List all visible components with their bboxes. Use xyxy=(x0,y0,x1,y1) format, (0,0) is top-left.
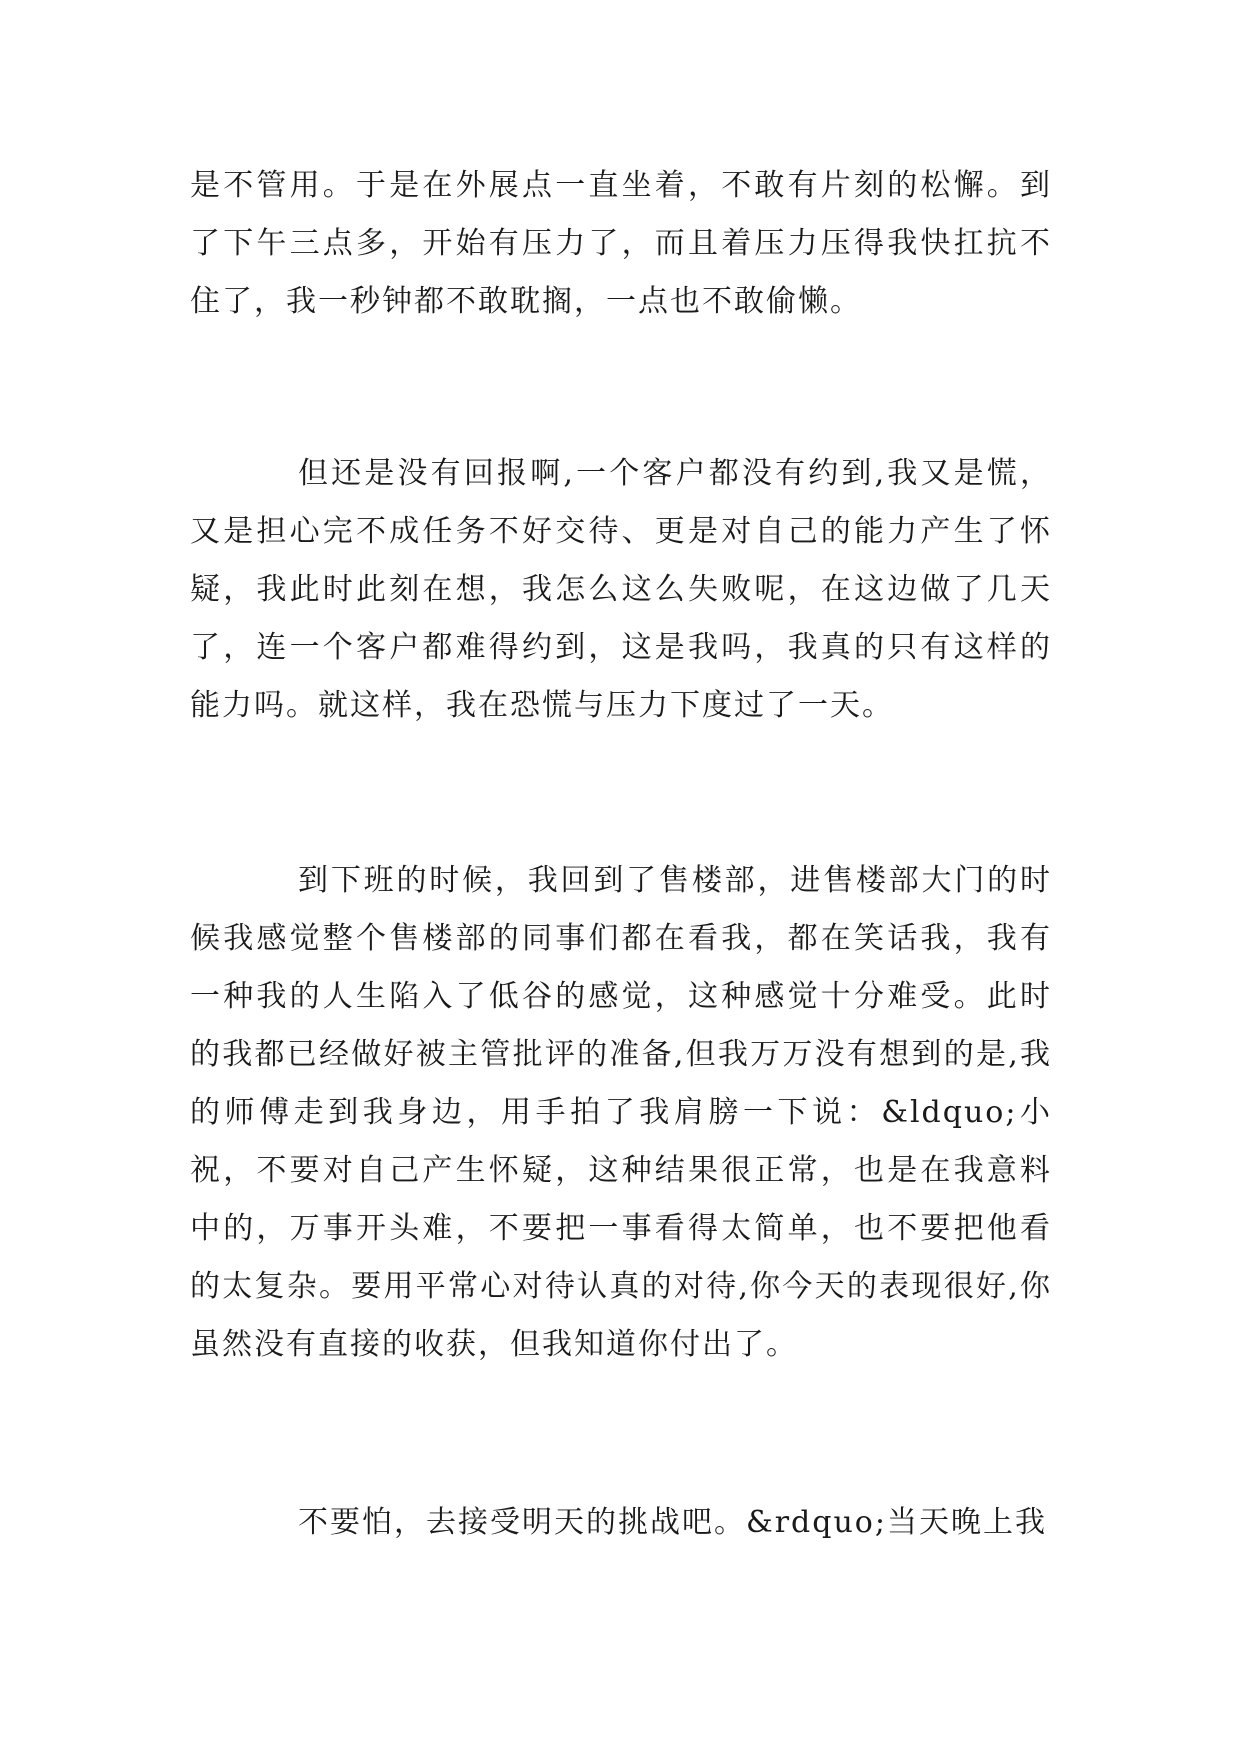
paragraph-3: 到下班的时候，我回到了售楼部，进售楼部大门的时候我感觉整个售楼部的同事们都在看我，都在笑话我，我有一种我的人生陷入了低谷的感觉，这种感觉十分难受。此时的我都已经做好被主管批评的准备,但我万万没有想到的是,我的师傅走到我身边，用手拍了我肩膀一下说：&ldquo;小祝，不要对自己产生怀疑，这种结果很正常，也是在我意料中的，万事开头难，不要把一事看得太简单，也不要把他看的太复杂。要用平常心对待认真的对待,你今天的表现很好,你虽然没有直接的收获，但我知道你付出了。 xyxy=(190,863,1052,1362)
paragraph-4: 不要怕，去接受明天的挑战吧。&rdquo;当天晚上我 xyxy=(298,1505,1047,1540)
paragraph-1: 是不管用。于是在外展点一直坐着，不敢有片刻的松懈。到了下午三点多，开始有压力了，而且着压力压得我快扛抗不住了，我一秒钟都不敢耽搁，一点也不敢偷懒。 xyxy=(190,168,1052,319)
paragraph-2: 但还是没有回报啊,一个客户都没有约到,我又是慌，又是担心完不成任务不好交待、更是对自己的能力产生了怀疑，我此时此刻在想，我怎么这么失败呢，在这边做了几天了，连一个客户都难得约到，这是我吗，我真的只有这样的能力吗。就这样，我在恐慌与压力下度过了一天。 xyxy=(190,456,1052,723)
